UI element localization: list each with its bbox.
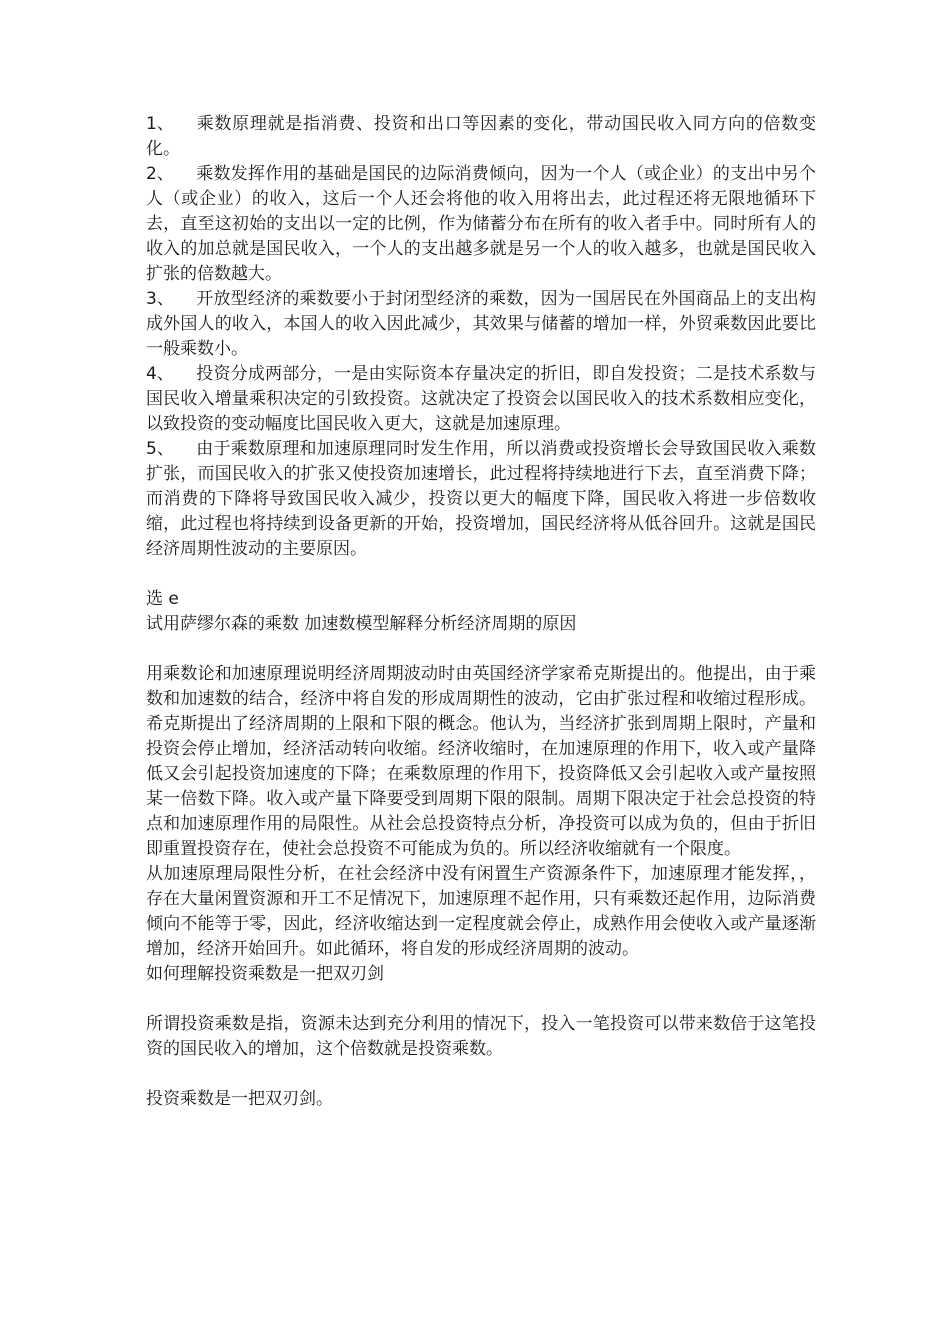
answer-paragraph: 用乘数论和加速原理说明经济周期波动时由英国经济学家希克斯提出的。他提出，由于乘数和加速数的结合，经济中将自发的形成周期性的波动，它由扩张过程和收缩过程形成。希克斯提出了经济周期的上限和下限的概念。他认为，当经济扩张到周期上限时，产量和投资会停止增加，经济活动转向收缩。经济收缩时，在加速原理的作用下，收入或产量降低又会引起投资加速度的下降；在乘数原理的作用下，投资降低又会引起收入或产量按照某一倍数下降。收入或产量下降要受到周期下限的限制。周期下限决定于社会总投资的特点和加速原理作用的局限性。从社会总投资特点分析，净投资可以成为负的，但由于折旧即重置投资存在，使社会总投资不可能成为负的。所以经济收缩就有一个限度。 (146, 664, 816, 859)
item-number: 2、 (146, 164, 174, 184)
document-body (146, 112, 816, 1112)
list-item (146, 162, 816, 287)
spacer (146, 637, 816, 662)
list-item (146, 112, 816, 162)
answer-choice: 选 e (146, 589, 179, 609)
spacer (146, 987, 816, 1012)
item-text: 开放型经济的乘数要小于封闭型经济的乘数，因为一国居民在外国商品上的支出构成外国人的收入，本国人的收入因此减少，其效果与储蓄的增加一样，外贸乘数因此要比一般乘数小。 (146, 289, 816, 359)
question-heading: 试用萨缪尔森的乘数 加速数模型解释分析经济周期的原因 (146, 614, 577, 634)
spacer (146, 562, 816, 587)
question-heading: 如何理解投资乘数是一把双刃剑 (146, 964, 384, 984)
answer-paragraph: 所谓投资乘数是指，资源未达到充分利用的情况下，投入一笔投资可以带来数倍于这笔投资的国民收入的增加，这个倍数就是投资乘数。 (146, 1014, 816, 1059)
item-number: 5、 (146, 439, 174, 459)
item-text: 乘数发挥作用的基础是国民的边际消费倾向，因为一个人（或企业）的支出中另个人（或企业）的收入，这后一个人还会将他的收入用将出去，此过程还将无限地循环下去，直至这初始的支出以一定的比例，作为储蓄分布在所有的收入者手中。同时所有人的收入的加总就是国民收入，一个人的支出越多就是另一个人的收入越多，也就是国民收入扩张的倍数越大。 (146, 164, 816, 284)
answer-paragraph: 从加速原理局限性分析，在社会经济中没有闲置生产资源条件下，加速原理才能发挥，，存在大量闲置资源和开工不足情况下，加速原理不起作用，只有乘数还起作用，边际消费倾向不能等于零，因此，经济收缩达到一定程度就会停止，成熟作用会使收入或产量逐渐增加，经济开始回升。如此循环，将自发的形成经济周期的波动。 (146, 864, 816, 959)
list-item (146, 437, 816, 562)
item-number: 3、 (146, 289, 174, 309)
item-number: 1、 (146, 114, 174, 134)
item-text: 由于乘数原理和加速原理同时发生作用，所以消费或投资增长会导致国民收入乘数扩张，而国民收入的扩张又使投资加速增长，此过程将持续地进行下去，直至消费下降；而消费的下降将导致国民收入减少，投资以更大的幅度下降，国民收入将进一步倍数收缩，此过程也将持续到设备更新的开始，投资增加，国民经济将从低谷回升。这就是国民经济周期性波动的主要原因。 (146, 439, 816, 559)
answer-paragraph: 投资乘数是一把双刃剑。 (146, 1089, 333, 1109)
item-number: 4、 (146, 364, 174, 384)
list-item (146, 287, 816, 362)
item-text: 乘数原理就是指消费、投资和出口等因素的变化，带动国民收入同方向的倍数变化。 (146, 114, 816, 159)
item-text: 投资分成两部分，一是由实际资本存量决定的折旧，即自发投资；二是技术系数与国民收入增量乘积决定的引致投资。这就决定了投资会以国民收入的技术系数相应变化，以致投资的变动幅度比国民收入更大，这就是加速原理。 (146, 364, 816, 434)
list-item (146, 362, 816, 437)
spacer (146, 1062, 816, 1087)
